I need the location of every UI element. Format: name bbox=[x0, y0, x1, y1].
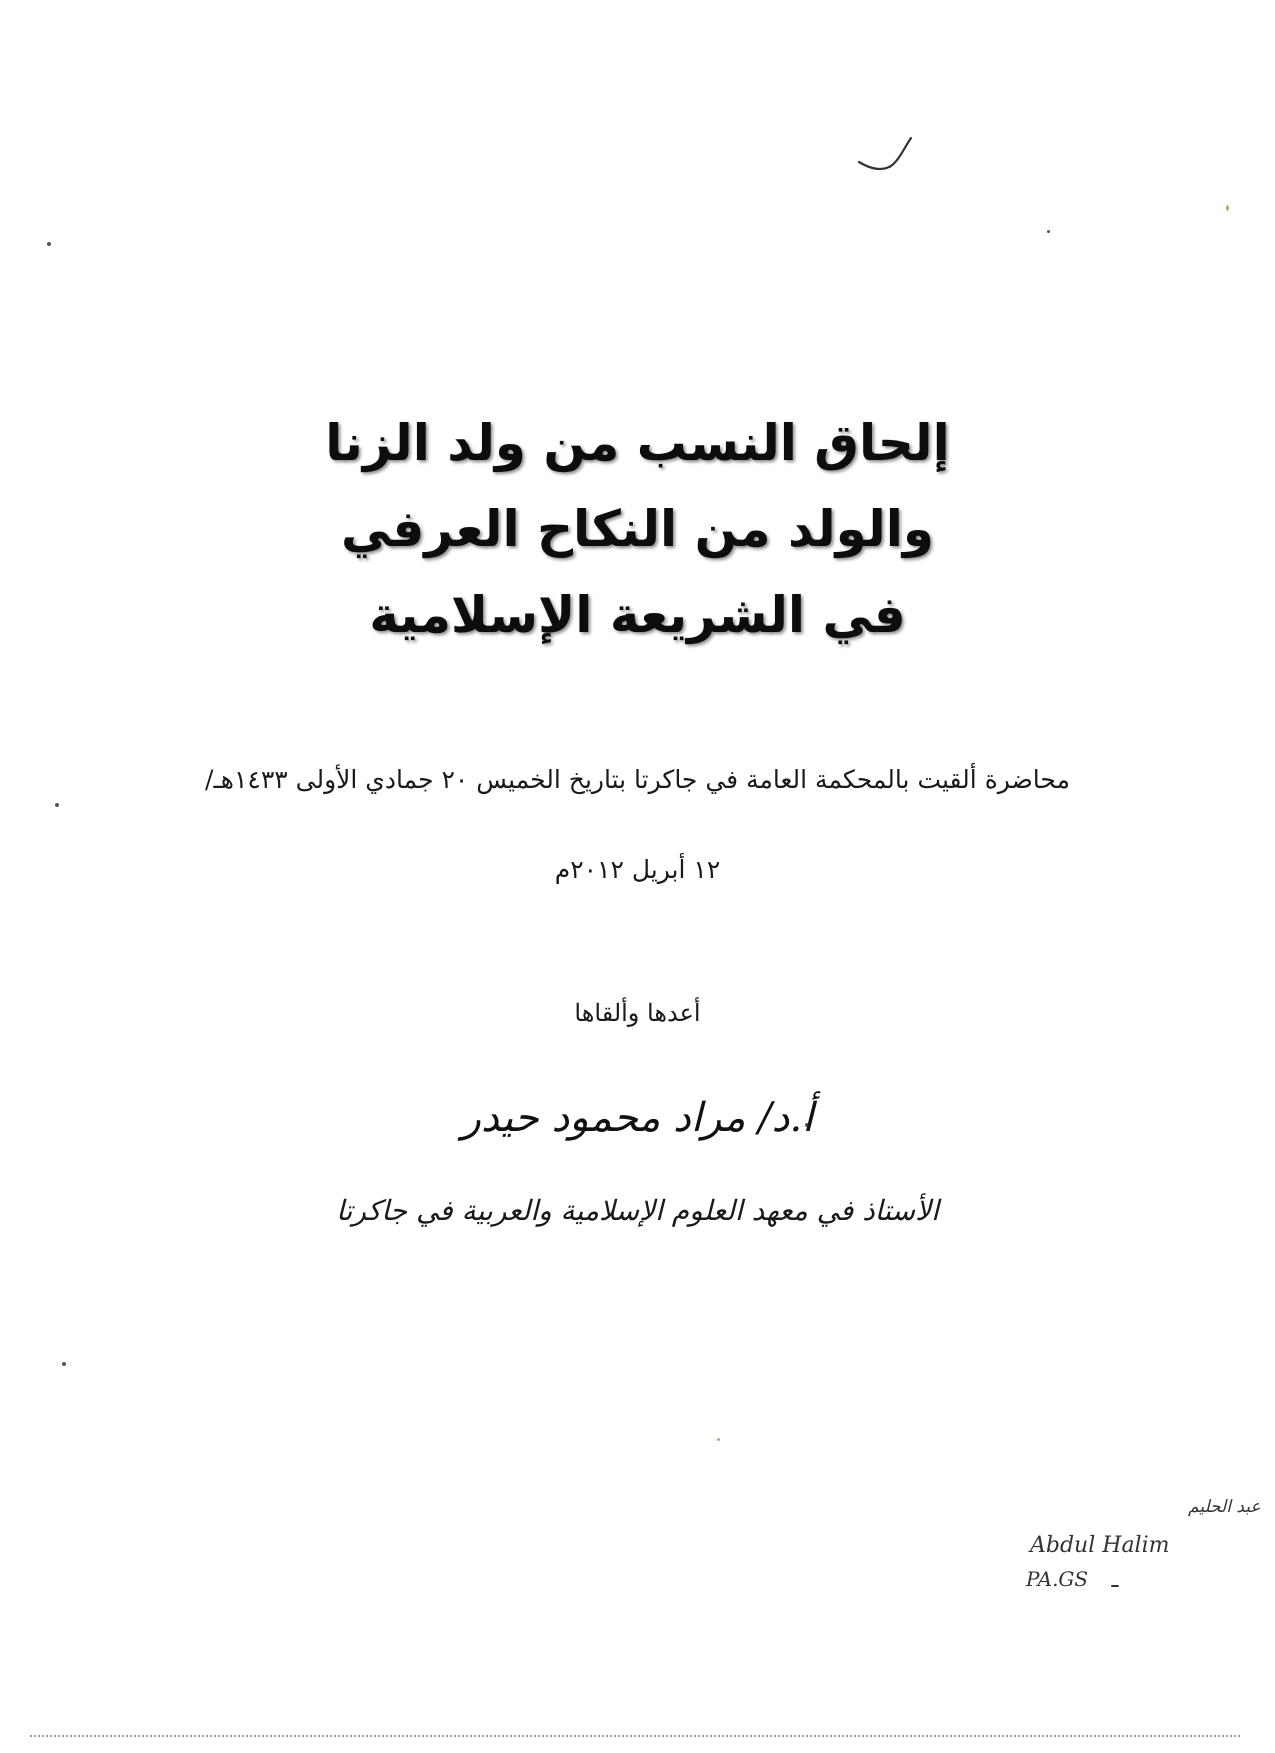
scan-speck bbox=[47, 242, 51, 246]
scan-bottom-edge bbox=[30, 1735, 1240, 1739]
lecture-date: ١٢ أبريل ٢٠١٢م bbox=[554, 855, 721, 884]
pen-check-mark bbox=[855, 132, 917, 176]
author-affiliation: الأستاذ في معهد العلوم الإسلامية والعربية في جاكرتا bbox=[336, 1194, 939, 1227]
title-line-3: في الشريعة الإسلامية bbox=[369, 586, 906, 644]
scan-speck bbox=[717, 1438, 720, 1441]
scan-speck bbox=[1226, 205, 1229, 211]
lecture-description: محاضرة ألقيت بالمحكمة العامة في جاكرتا بتاريخ الخميس ٢٠ جمادي الأولى ١٤٣٣هـ/ bbox=[205, 765, 1070, 794]
scan-speck bbox=[1047, 230, 1050, 233]
signature-code: PA.GS bbox=[1026, 1567, 1089, 1591]
signature-arabic-name: عبد الحليم bbox=[1188, 1497, 1261, 1517]
author-name: أ.د/ مراد محمود حيدر bbox=[461, 1095, 814, 1141]
scan-speck bbox=[55, 803, 59, 807]
title-line-1: إلحاق النسب من ولد الزنا bbox=[325, 414, 950, 472]
prepared-by-label: أعدها وألقاها bbox=[574, 999, 701, 1027]
handwritten-signature bbox=[1020, 1490, 1261, 1620]
title-line-2: والولد من النكاح العرفي bbox=[341, 500, 934, 558]
signature-latin-name: Abdul Halim bbox=[1030, 1533, 1170, 1558]
scan-speck bbox=[62, 1362, 66, 1366]
